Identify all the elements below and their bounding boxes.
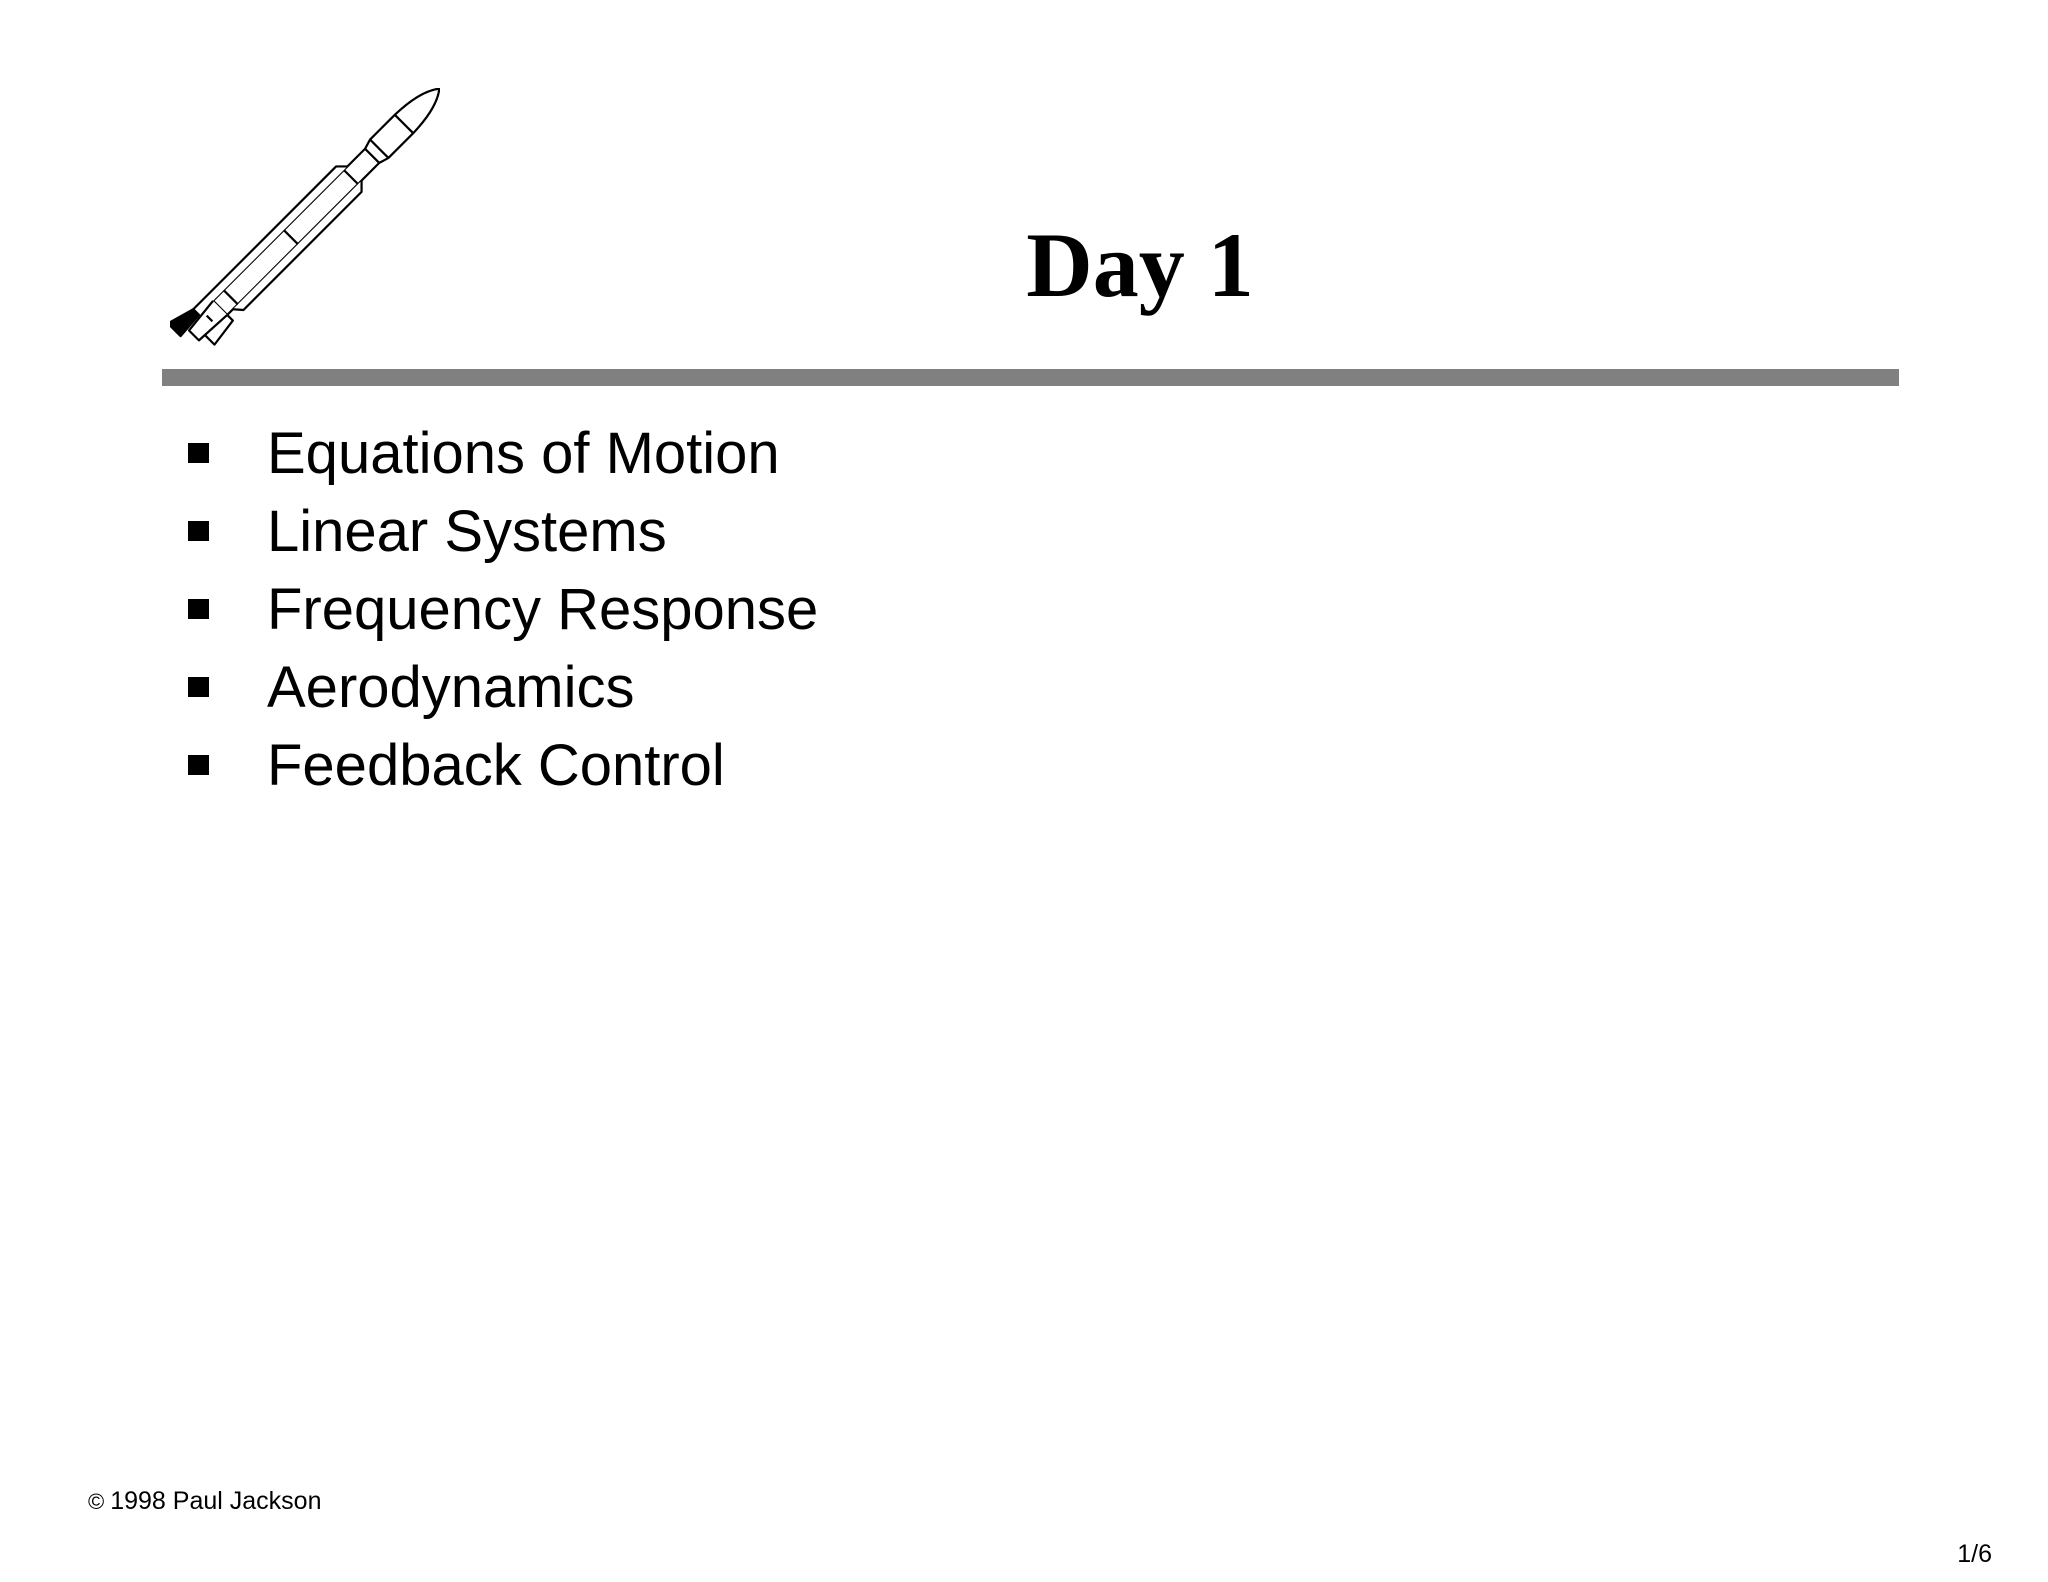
bullet-text: Aerodynamics [267,654,635,720]
title-divider [162,369,1899,386]
bullet-square-icon [188,521,209,541]
bullet-text: Linear Systems [267,498,667,564]
bullet-text: Frequency Response [267,576,819,642]
list-item [188,648,818,726]
list-item [188,414,818,492]
copyright-notice [88,1487,321,1516]
page-number: 1/6 [1957,1540,1992,1568]
bullet-text: Equations of Motion [267,420,780,486]
bullet-text: Feedback Control [267,732,725,798]
list-item [188,492,818,570]
slide-title: Day 1 [1026,214,1254,316]
list-item [188,570,818,648]
bullet-square-icon [188,755,209,775]
bullet-list [188,414,818,804]
rocket-icon [170,88,440,358]
bullet-square-icon [188,599,209,619]
bullet-square-icon [188,443,209,463]
copyright-symbol: © [88,1489,105,1514]
bullet-square-icon [188,677,209,697]
list-item [188,726,818,804]
copyright-text: 1998 Paul Jackson [110,1487,322,1515]
